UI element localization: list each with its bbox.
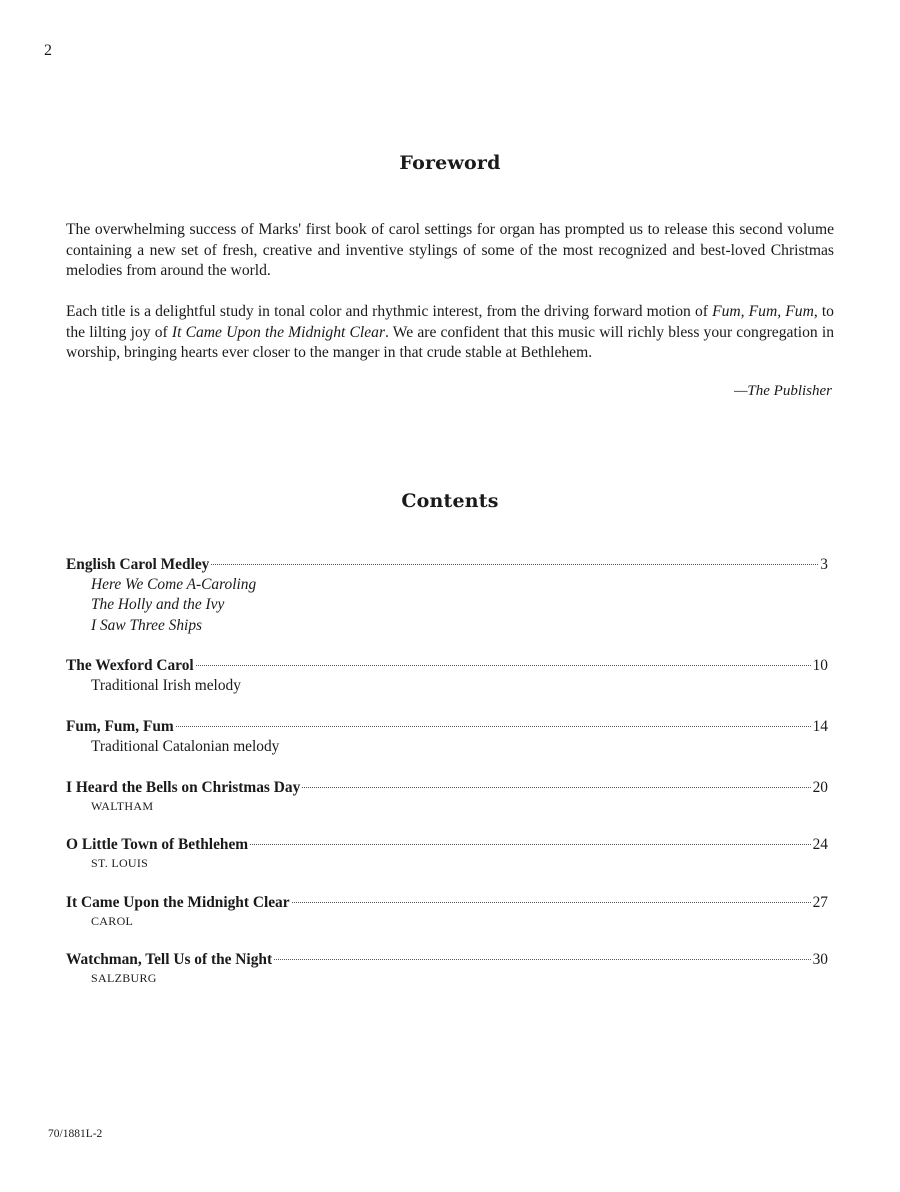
toc-line[interactable]: [66, 656, 828, 676]
dot-leader: [274, 959, 811, 960]
toc-page-number[interactable]: 3: [820, 556, 828, 573]
toc-entry-it-came-upon[interactable]: [66, 893, 828, 928]
toc-title[interactable]: I Heard the Bells on Christmas Day: [66, 779, 301, 796]
toc-title[interactable]: English Carol Medley: [66, 556, 210, 573]
toc-subtitle: I Saw Three Ships: [91, 616, 203, 634]
publisher-signature: —The Publisher: [734, 383, 832, 399]
toc-page-number[interactable]: 27: [812, 894, 828, 911]
toc-title[interactable]: Fum, Fum, Fum: [66, 718, 174, 735]
paragraph-text: , to the lilting joy of: [66, 303, 834, 341]
toc-subtitle: The Holly and the Ivy: [91, 596, 225, 614]
toc-page-number[interactable]: 14: [812, 718, 828, 735]
toc-page-number[interactable]: 30: [812, 951, 828, 968]
toc-subtitle: Here We Come A-Caroling: [91, 576, 257, 593]
dot-leader: [292, 902, 811, 903]
toc-entry-english-carol-medley[interactable]: [66, 555, 828, 636]
foreword-paragraph-2: [66, 302, 834, 364]
dot-leader: [211, 564, 818, 565]
toc-tune-name: SALZBURG: [91, 971, 157, 985]
toc-title[interactable]: O Little Town of Bethlehem: [66, 836, 249, 853]
toc-page-number[interactable]: 24: [812, 836, 828, 853]
toc-entry-o-little-town[interactable]: [66, 835, 828, 870]
toc-tune-name: CAROL: [91, 914, 134, 928]
catalog-number: 70/1881L-2: [48, 1128, 103, 1140]
toc-description: Traditional Catalonian melody: [91, 738, 280, 755]
toc-page-number[interactable]: 10: [812, 657, 828, 674]
toc-entry-wexford-carol[interactable]: [66, 656, 828, 696]
toc-entry-i-heard-the-bells[interactable]: [66, 778, 828, 813]
toc-entry-fum-fum-fum[interactable]: [66, 717, 828, 757]
toc-line[interactable]: [66, 950, 828, 970]
dot-leader: [302, 787, 810, 788]
toc-tune-name: ST. LOUIS: [91, 856, 149, 870]
title-reference-fum: Fum, Fum, Fum: [712, 303, 814, 320]
toc-page-number[interactable]: 20: [812, 779, 828, 796]
toc-description: Traditional Irish melody: [91, 677, 241, 694]
foreword-heading: Foreword: [399, 152, 501, 174]
toc-entry-watchman[interactable]: [66, 950, 828, 985]
contents-heading: Contents: [401, 490, 499, 512]
toc-title[interactable]: It Came Upon the Midnight Clear: [66, 894, 290, 911]
toc-line[interactable]: [66, 555, 828, 575]
toc-line[interactable]: [66, 835, 828, 855]
toc-line[interactable]: [66, 893, 828, 913]
dot-leader: [250, 844, 810, 845]
dot-leader: [176, 726, 811, 727]
toc-tune-name: WALTHAM: [91, 799, 154, 813]
toc-title[interactable]: Watchman, Tell Us of the Night: [66, 951, 273, 968]
paragraph-text: . We are confident that this music will richly bless your congregation in worship, bringing hearts ever closer to the manger in that crude stable at Bethlehem.: [66, 323, 835, 361]
paragraph-text: Each title is a delightful study in tonal color and rhythmic interest, from the driving forward motion of: [66, 303, 713, 320]
toc-line[interactable]: [66, 717, 828, 737]
toc-title[interactable]: The Wexford Carol: [66, 657, 194, 674]
page-number: 2: [44, 42, 52, 59]
toc-line[interactable]: [66, 778, 828, 798]
foreword-paragraph-1: The overwhelming success of Marks' first book of carol settings for organ has prompted us to release this second volume containing a new set of fresh, creative and inventive stylings of some of the most recognized and best-loved Christmas melodies from around the world.: [66, 221, 834, 279]
dot-leader: [196, 665, 811, 666]
title-reference-midnight-clear: It Came Upon the Midnight Clear: [171, 323, 386, 341]
